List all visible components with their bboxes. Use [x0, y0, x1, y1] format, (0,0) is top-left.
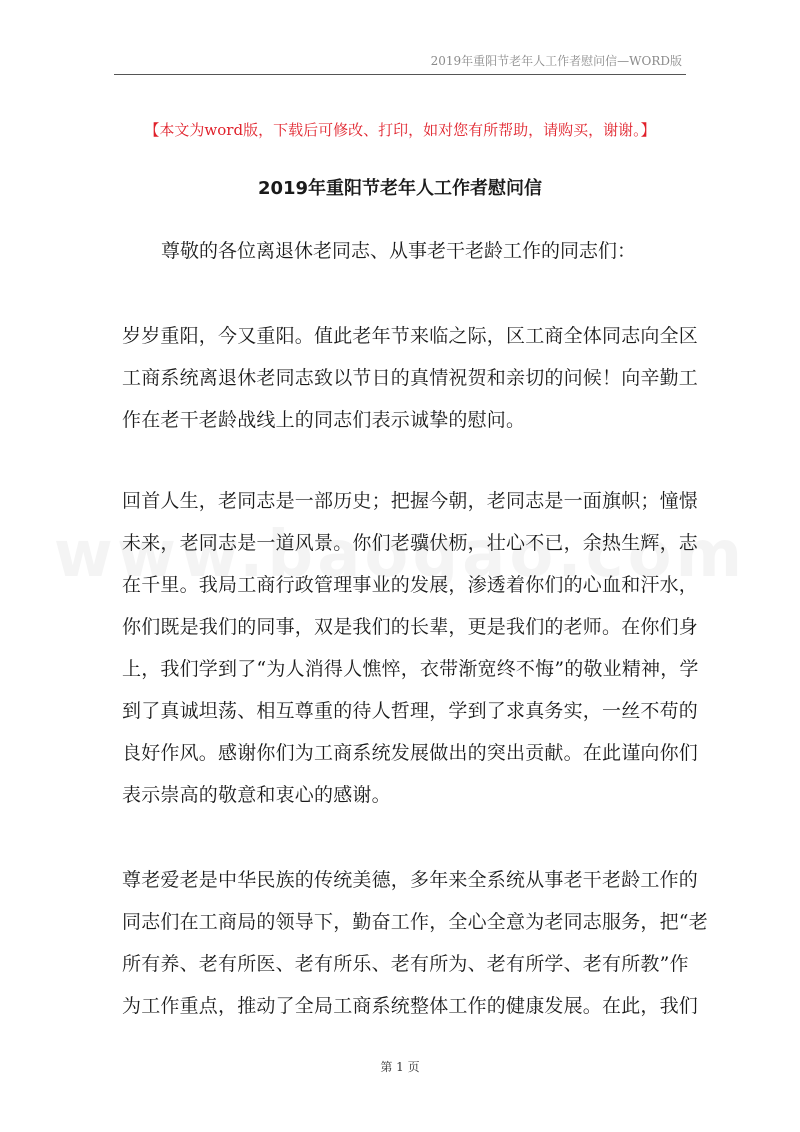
paragraph-line: 工商系统离退休老同志致以节日的真情祝贺和亲切的问候！向辛勤工 — [122, 367, 699, 389]
paragraph-line: 你们既是我们的同事，双是我们的长辈，更是我们的老师。在你们身 — [122, 616, 699, 638]
header-divider — [114, 74, 686, 75]
paragraph-line: 同志们在工商局的领导下，勤奋工作，全心全意为老同志服务，把“老 — [122, 911, 708, 933]
paragraph-line: 作在老干老龄战线上的同志们表示诚挚的慰问。 — [122, 409, 526, 431]
paragraph-line: 良好作风。感谢你们为工商系统发展做出的突出贡献。在此谨向你们 — [122, 742, 699, 764]
paragraph-1 — [122, 315, 699, 441]
paragraph-line: 岁岁重阳，今又重阳。值此老年节来临之际，区工商全体同志向全区 — [122, 325, 699, 347]
paragraph-line: 到了真诚坦荡、相互尊重的待人哲理，学到了求真务实，一丝不苟的 — [122, 700, 699, 722]
page-number: 第 1 页 — [380, 1060, 420, 1074]
paragraph-2 — [122, 480, 699, 816]
paragraph-line: 上，我们学到了“为人消得人憔悴，衣带渐宽终不悔”的敬业精神，学 — [122, 658, 699, 680]
paragraph-3 — [122, 859, 708, 1027]
paragraph-line: 回首人生，老同志是一部历史；把握今朝，老同志是一面旗帜；憧憬 — [122, 490, 699, 512]
paragraph-line: 尊老爱老是中华民族的传统美德，多年来全系统从事老干老龄工作的 — [122, 869, 699, 891]
paragraph-line: 未来，老同志是一道风景。你们老骥伏枥，壮心不已，余热生辉，志 — [122, 532, 699, 554]
paragraph-line: 所有养、老有所医、老有所乐、老有所为、老有所学、老有所教”作 — [122, 953, 689, 975]
purchase-notice: 【本文为word版，下载后可修改、打印，如对您有所帮助，请购买，谢谢。】 — [144, 121, 656, 139]
paragraph-line: 在千里。我局工商行政管理事业的发展，渗透着你们的心血和汗水， — [122, 574, 699, 596]
paragraph-line: 为工作重点，推动了全局工商系统整体工作的健康发展。在此，我们 — [122, 995, 699, 1017]
document-title: 2019年重阳节老年人工作者慰问信 — [257, 178, 543, 199]
salutation: 尊敬的各位离退休老同志、从事老干老龄工作的同志们： — [161, 240, 637, 262]
running-header: 2019年重阳节老年人工作者慰问信—WORD版 — [430, 54, 682, 68]
paragraph-line: 表示崇高的敬意和衷心的感谢。 — [122, 784, 391, 806]
